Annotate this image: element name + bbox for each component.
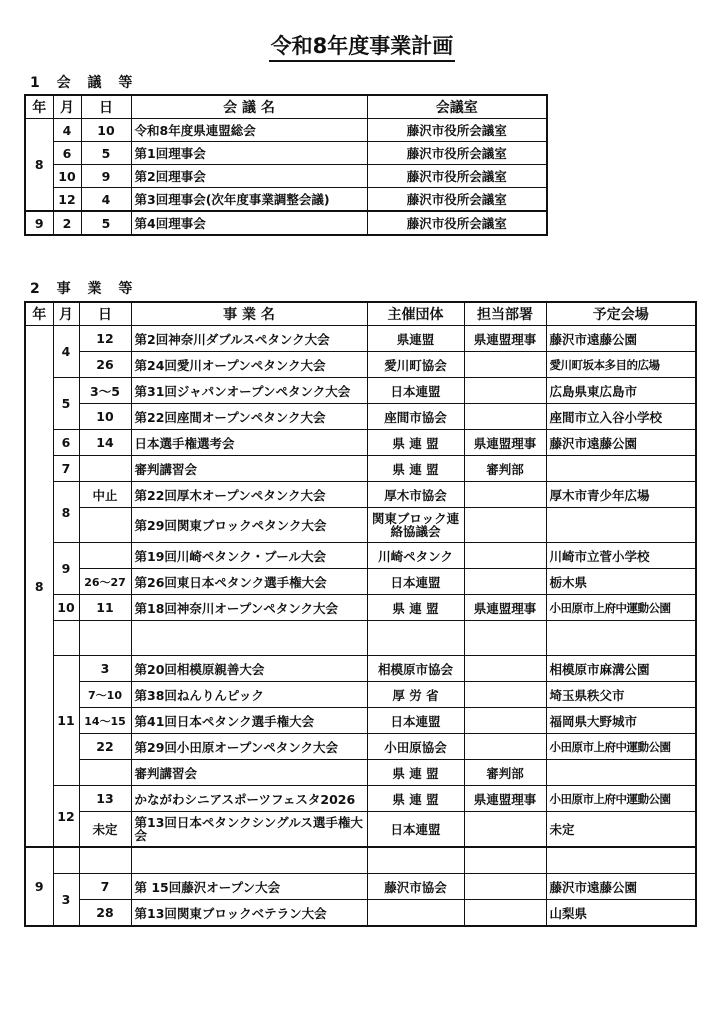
day-cell: 22 <box>79 734 131 760</box>
event-name-cell: 第29回関東ブロックペタンク大会 <box>131 508 367 543</box>
meeting-row <box>25 188 547 212</box>
events-table <box>24 301 697 927</box>
day-cell: 12 <box>79 326 131 352</box>
event-row <box>25 760 696 786</box>
event-name-cell: 第18回神奈川オープンペタンク大会 <box>131 595 367 621</box>
day-cell: 10 <box>81 119 131 142</box>
department-cell <box>464 543 546 569</box>
department-cell: 県連盟理事 <box>464 326 546 352</box>
venue-cell: 相模原市麻溝公園 <box>546 656 696 682</box>
department-cell: 県連盟理事 <box>464 786 546 812</box>
day-cell: 28 <box>79 900 131 927</box>
venue-cell: 栃木県 <box>546 569 696 595</box>
month-cell: 3 <box>53 874 79 927</box>
event-row <box>25 352 696 378</box>
event-name-cell: 第26回東日本ペタンク選手権大会 <box>131 569 367 595</box>
month-cell: 6 <box>53 142 81 165</box>
header-event-name: 事 業 名 <box>131 302 367 326</box>
event-name-cell: 日本選手権選考会 <box>131 430 367 456</box>
header-month: 月 <box>53 95 81 119</box>
event-row <box>25 656 696 682</box>
year-cell: 8 <box>25 119 53 212</box>
host-cell <box>367 900 464 927</box>
event-row <box>25 595 696 621</box>
host-cell: 県連盟 <box>367 326 464 352</box>
venue-cell: 小田原市上府中運動公園 <box>546 786 696 812</box>
header-room: 会議室 <box>367 95 547 119</box>
venue-cell: 藤沢市遠藤公園 <box>546 430 696 456</box>
venue-cell <box>546 456 696 482</box>
day-cell: 5 <box>81 142 131 165</box>
page-title: 令和8年度事業計画 <box>0 30 724 60</box>
event-name-cell: 第22回厚木オープンペタンク大会 <box>131 482 367 508</box>
host-cell <box>367 621 464 656</box>
month-cell: 9 <box>53 543 79 595</box>
event-row <box>25 508 696 543</box>
meetings-header-row <box>25 95 547 119</box>
header-month: 月 <box>53 302 79 326</box>
host-cell: 相模原市協会 <box>367 656 464 682</box>
year-cell: 9 <box>25 211 53 235</box>
meeting-row <box>25 165 547 188</box>
header-venue: 予定会場 <box>546 302 696 326</box>
meetings-table <box>24 94 548 236</box>
year-cell: 8 <box>25 326 53 848</box>
event-name-cell <box>131 847 367 874</box>
event-name-cell: 第 15回藤沢オープン大会 <box>131 874 367 900</box>
month-cell: 7 <box>53 456 79 482</box>
event-name-cell: かながわシニアスポーツフェスタ2026 <box>131 786 367 812</box>
event-row <box>25 456 696 482</box>
venue-cell: 小田原市上府中運動公園 <box>546 595 696 621</box>
venue-cell: 広島県東広島市 <box>546 378 696 404</box>
section-heading-events: 2 事 業 等 <box>30 281 139 297</box>
department-cell <box>464 621 546 656</box>
host-cell: 関東ブロック連絡協議会 <box>367 508 464 543</box>
month-cell: 4 <box>53 326 79 378</box>
day-cell: 26 <box>79 352 131 378</box>
host-cell: 厚 労 省 <box>367 682 464 708</box>
department-cell <box>464 404 546 430</box>
event-name-cell: 第31回ジャパンオープンペタンク大会 <box>131 378 367 404</box>
event-row <box>25 569 696 595</box>
event-name-cell: 第29回小田原オープンペタンク大会 <box>131 734 367 760</box>
venue-cell: 厚木市青少年広場 <box>546 482 696 508</box>
department-cell <box>464 482 546 508</box>
event-row <box>25 708 696 734</box>
day-cell: 未定 <box>79 812 131 848</box>
meeting-name-cell: 令和8年度県連盟総会 <box>131 119 367 142</box>
day-cell: 5 <box>81 211 131 235</box>
host-cell: 県 連 盟 <box>367 595 464 621</box>
month-cell: 2 <box>53 211 81 235</box>
day-cell: 7 <box>79 874 131 900</box>
event-row <box>25 404 696 430</box>
meeting-name-cell: 第3回理事会(次年度事業調整会議) <box>131 188 367 212</box>
month-cell: 4 <box>53 119 81 142</box>
host-cell: 日本連盟 <box>367 708 464 734</box>
host-cell: 川崎ペタンク <box>367 543 464 569</box>
department-cell <box>464 352 546 378</box>
department-cell <box>464 508 546 543</box>
month-cell: 6 <box>53 430 79 456</box>
event-name-cell: 第24回愛川オープンペタンク大会 <box>131 352 367 378</box>
event-row <box>25 482 696 508</box>
room-cell: 藤沢市役所会議室 <box>367 142 547 165</box>
department-cell <box>464 378 546 404</box>
venue-cell: 座間市立入谷小学校 <box>546 404 696 430</box>
event-row <box>25 621 696 656</box>
day-cell <box>79 543 131 569</box>
host-cell: 県 連 盟 <box>367 760 464 786</box>
host-cell: 厚木市協会 <box>367 482 464 508</box>
department-cell <box>464 847 546 874</box>
venue-cell: 埼玉県秩父市 <box>546 682 696 708</box>
header-host: 主催団体 <box>367 302 464 326</box>
day-cell: 4 <box>81 188 131 212</box>
venue-cell: 福岡県大野城市 <box>546 708 696 734</box>
event-row <box>25 430 696 456</box>
event-name-cell: 第20回相模原親善大会 <box>131 656 367 682</box>
department-cell <box>464 682 546 708</box>
department-cell <box>464 734 546 760</box>
event-row <box>25 326 696 352</box>
month-cell <box>53 847 79 874</box>
header-year: 年 <box>25 95 53 119</box>
host-cell: 小田原協会 <box>367 734 464 760</box>
department-cell <box>464 900 546 927</box>
venue-cell: 愛川町坂本多目的広場 <box>546 352 696 378</box>
event-row <box>25 378 696 404</box>
meeting-name-cell: 第2回理事会 <box>131 165 367 188</box>
day-cell: 14～15 <box>79 708 131 734</box>
day-cell <box>79 760 131 786</box>
host-cell <box>367 847 464 874</box>
event-name-cell: 第41回日本ペタンク選手権大会 <box>131 708 367 734</box>
meeting-row <box>25 142 547 165</box>
venue-cell: 藤沢市遠藤公園 <box>546 326 696 352</box>
venue-cell: 未定 <box>546 812 696 848</box>
day-cell: 26～27 <box>79 569 131 595</box>
month-cell: 10 <box>53 165 81 188</box>
venue-cell: 小田原市上府中運動公園 <box>546 734 696 760</box>
header-day: 日 <box>81 95 131 119</box>
meeting-name-cell: 第1回理事会 <box>131 142 367 165</box>
event-name-cell: 第19回川崎ペタンク・ブール大会 <box>131 543 367 569</box>
room-cell: 藤沢市役所会議室 <box>367 165 547 188</box>
header-department: 担当部署 <box>464 302 546 326</box>
header-year: 年 <box>25 302 53 326</box>
host-cell: 県 連 盟 <box>367 456 464 482</box>
event-row <box>25 786 696 812</box>
venue-cell <box>546 621 696 656</box>
department-cell <box>464 874 546 900</box>
host-cell: 日本連盟 <box>367 569 464 595</box>
header-meeting-name: 会 議 名 <box>131 95 367 119</box>
header-day: 日 <box>79 302 131 326</box>
venue-cell: 藤沢市遠藤公園 <box>546 874 696 900</box>
event-row <box>25 900 696 927</box>
event-name-cell: 審判講習会 <box>131 760 367 786</box>
venue-cell <box>546 760 696 786</box>
event-row <box>25 812 696 848</box>
host-cell: 愛川町協会 <box>367 352 464 378</box>
host-cell: 日本連盟 <box>367 378 464 404</box>
event-name-cell: 第2回神奈川ダブルスペタンク大会 <box>131 326 367 352</box>
department-cell: 県連盟理事 <box>464 430 546 456</box>
venue-cell <box>546 508 696 543</box>
day-cell <box>79 456 131 482</box>
day-cell: 中止 <box>79 482 131 508</box>
day-cell <box>79 847 131 874</box>
day-cell: 3～5 <box>79 378 131 404</box>
department-cell: 県連盟理事 <box>464 595 546 621</box>
event-name-cell: 第22回座間オープンペタンク大会 <box>131 404 367 430</box>
host-cell: 座間市協会 <box>367 404 464 430</box>
day-cell <box>79 621 131 656</box>
day-cell: 13 <box>79 786 131 812</box>
meeting-row <box>25 119 547 142</box>
event-name-cell: 第38回ねんりんピック <box>131 682 367 708</box>
host-cell: 日本連盟 <box>367 812 464 848</box>
events-header-row <box>25 302 696 326</box>
department-cell: 審判部 <box>464 760 546 786</box>
host-cell: 藤沢市協会 <box>367 874 464 900</box>
room-cell: 藤沢市役所会議室 <box>367 211 547 235</box>
day-cell <box>79 508 131 543</box>
year-cell: 9 <box>25 847 53 926</box>
event-row <box>25 543 696 569</box>
event-name-cell: 第13回関東ブロックベテラン大会 <box>131 900 367 927</box>
day-cell: 10 <box>79 404 131 430</box>
day-cell: 14 <box>79 430 131 456</box>
day-cell: 7～10 <box>79 682 131 708</box>
section-heading-meetings: 1 会 議 等 <box>30 75 139 91</box>
event-name-cell <box>131 621 367 656</box>
month-cell: 5 <box>53 378 79 430</box>
department-cell <box>464 708 546 734</box>
day-cell: 11 <box>79 595 131 621</box>
day-cell: 9 <box>81 165 131 188</box>
department-cell <box>464 812 546 848</box>
department-cell <box>464 569 546 595</box>
month-cell: 8 <box>53 482 79 543</box>
department-cell: 審判部 <box>464 456 546 482</box>
meeting-name-cell: 第4回理事会 <box>131 211 367 235</box>
room-cell: 藤沢市役所会議室 <box>367 188 547 212</box>
month-cell: 11 <box>53 656 79 786</box>
day-cell: 3 <box>79 656 131 682</box>
event-name-cell: 審判講習会 <box>131 456 367 482</box>
event-row <box>25 682 696 708</box>
event-row <box>25 847 696 874</box>
meeting-row <box>25 211 547 235</box>
venue-cell: 山梨県 <box>546 900 696 927</box>
event-name-cell: 第13回日本ペタンクシングルス選手権大会 <box>131 812 367 848</box>
event-row <box>25 874 696 900</box>
event-row <box>25 734 696 760</box>
department-cell <box>464 656 546 682</box>
room-cell: 藤沢市役所会議室 <box>367 119 547 142</box>
month-cell: 12 <box>53 188 81 212</box>
month-cell <box>53 621 79 656</box>
venue-cell <box>546 847 696 874</box>
host-cell: 県 連 盟 <box>367 786 464 812</box>
host-cell: 県 連 盟 <box>367 430 464 456</box>
venue-cell: 川崎市立菅小学校 <box>546 543 696 569</box>
month-cell: 12 <box>53 786 79 848</box>
month-cell: 10 <box>53 595 79 621</box>
